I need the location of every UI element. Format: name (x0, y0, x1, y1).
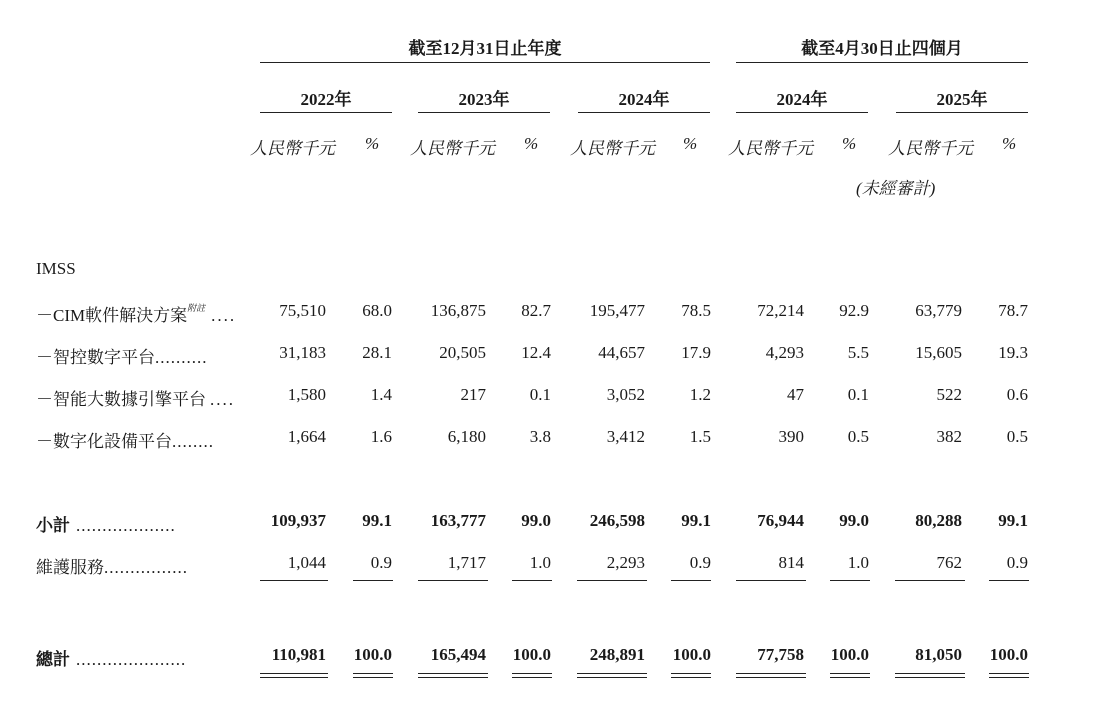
sum-underline (989, 580, 1029, 581)
unit-rmb: 人民幣千元 (570, 139, 655, 158)
cell-value: 390 (778, 427, 804, 446)
unit-pct: % (842, 134, 857, 153)
total-double-underline (577, 673, 647, 678)
subtotal-pct: 99.1 (998, 511, 1028, 530)
cell-value: 15,605 (915, 343, 962, 362)
total-value: 81,050 (915, 645, 962, 664)
year-header-2024: 2024年 (618, 90, 670, 109)
cell-value: 20,505 (439, 343, 486, 362)
cell-pct: 68.0 (362, 301, 392, 320)
year-header-2024-4m: 2024年 (776, 90, 828, 109)
cell-pct: 19.3 (998, 343, 1028, 362)
note-marker: 附註 (187, 303, 206, 313)
cell-value: 217 (460, 385, 486, 404)
unit-rmb: 人民幣千元 (410, 139, 495, 158)
year-underline (578, 112, 710, 113)
total-value: 110,981 (271, 645, 326, 664)
group-header-year-end: 截至12月31日止年度 (408, 39, 562, 58)
total-double-underline (895, 673, 965, 678)
cell-pct: 0.1 (847, 385, 869, 404)
total-double-underline (671, 673, 711, 678)
maintenance-pct: 1.0 (847, 553, 869, 572)
sum-underline (671, 580, 711, 581)
row-label: －智控數字平台.......... (36, 348, 208, 367)
cell-value: 1,580 (287, 385, 326, 404)
cell-value: 6,180 (447, 427, 486, 446)
maintenance-value: 1,717 (447, 553, 486, 572)
total-double-underline (353, 673, 393, 678)
subtotal-pct: 99.1 (681, 511, 711, 530)
maintenance-value: 1,044 (287, 553, 326, 572)
maintenance-value: 814 (778, 553, 804, 572)
unit-rmb: 人民幣千元 (728, 139, 813, 158)
group-header-underline (260, 62, 710, 63)
cell-pct: 28.1 (362, 343, 392, 362)
row-label: －CIM軟件解決方案$^{附註}$ .... (36, 303, 237, 325)
cell-pct: 1.6 (370, 427, 392, 446)
subtotal-label: 小計 ................... (36, 516, 176, 535)
total-label: 總計 ..................... (36, 650, 187, 669)
subtotal-value: 246,598 (589, 511, 645, 530)
year-underline (896, 112, 1028, 113)
total-pct: 100.0 (830, 645, 869, 664)
unit-pct: % (683, 134, 698, 153)
sum-underline (353, 580, 393, 581)
cell-value: 3,412 (606, 427, 645, 446)
cell-value: 44,657 (598, 343, 645, 362)
subtotal-pct: 99.1 (362, 511, 392, 530)
cell-value: 72,214 (757, 301, 804, 320)
cell-value: 75,510 (279, 301, 326, 320)
subtotal-value: 109,937 (270, 511, 326, 530)
sum-underline (260, 580, 328, 581)
cell-pct: 82.7 (521, 301, 551, 320)
maintenance-pct: 0.9 (370, 553, 392, 572)
year-underline (260, 112, 392, 113)
row-label: －智能大數據引擎平台 .... (36, 390, 235, 409)
cell-value: 382 (936, 427, 962, 446)
total-double-underline (512, 673, 552, 678)
cell-pct: 1.2 (689, 385, 711, 404)
cell-pct: 0.1 (529, 385, 551, 404)
year-underline (736, 112, 868, 113)
unit-pct: % (524, 134, 539, 153)
unit-rmb: 人民幣千元 (888, 139, 973, 158)
total-double-underline (830, 673, 870, 678)
maintenance-pct: 0.9 (1006, 553, 1028, 572)
sum-underline (418, 580, 488, 581)
cell-pct: 1.4 (370, 385, 392, 404)
cell-pct: 92.9 (839, 301, 869, 320)
cell-value: 63,779 (915, 301, 962, 320)
total-double-underline (260, 673, 328, 678)
total-double-underline (989, 673, 1029, 678)
total-pct: 100.0 (989, 645, 1028, 664)
sum-underline (830, 580, 870, 581)
total-pct: 100.0 (512, 645, 551, 664)
cell-value: 1,664 (287, 427, 326, 446)
unaudited-note: (未經審計) (856, 179, 936, 198)
total-double-underline (418, 673, 488, 678)
subtotal-value: 80,288 (915, 511, 962, 530)
cell-value: 522 (936, 385, 962, 404)
subtotal-value: 76,944 (757, 511, 804, 530)
year-header-2022: 2022年 (300, 90, 352, 109)
cell-pct: 5.5 (847, 343, 869, 362)
cell-value: 4,293 (765, 343, 804, 362)
maintenance-value: 762 (936, 553, 962, 572)
subtotal-value: 163,777 (430, 511, 486, 530)
maintenance-label: 維護服務................ (36, 558, 188, 577)
cell-pct: 3.8 (529, 427, 551, 446)
sum-underline (577, 580, 647, 581)
total-value: 165,494 (430, 645, 486, 664)
cell-pct: 78.7 (998, 301, 1028, 320)
cell-pct: 78.5 (681, 301, 711, 320)
total-double-underline (736, 673, 806, 678)
sum-underline (736, 580, 806, 581)
cell-value: 47 (787, 385, 804, 404)
year-underline (418, 112, 550, 113)
year-header-2025-4m: 2025年 (936, 90, 988, 109)
subtotal-pct: 99.0 (839, 511, 869, 530)
unit-rmb: 人民幣千元 (250, 139, 335, 158)
maintenance-value: 2,293 (606, 553, 645, 572)
cell-value: 3,052 (606, 385, 645, 404)
sum-underline (895, 580, 965, 581)
cell-pct: 0.6 (1006, 385, 1028, 404)
row-label: －數字化設備平台........ (36, 432, 214, 451)
group-header-underline (736, 62, 1028, 63)
total-value: 248,891 (589, 645, 645, 664)
total-value: 77,758 (757, 645, 804, 664)
maintenance-pct: 1.0 (529, 553, 551, 572)
cell-value: 136,875 (430, 301, 486, 320)
cell-value: 31,183 (279, 343, 326, 362)
cell-pct: 12.4 (521, 343, 551, 362)
cell-pct: 1.5 (689, 427, 711, 446)
subtotal-pct: 99.0 (521, 511, 551, 530)
unit-pct: % (365, 134, 380, 153)
cell-pct: 0.5 (1006, 427, 1028, 446)
unit-pct: % (1002, 134, 1017, 153)
total-pct: 100.0 (353, 645, 392, 664)
group-header-four-months: 截至4月30日止四個月 (801, 39, 963, 58)
total-pct: 100.0 (672, 645, 711, 664)
cell-pct: 17.9 (681, 343, 711, 362)
maintenance-pct: 0.9 (689, 553, 711, 572)
cell-pct: 0.5 (847, 427, 869, 446)
year-header-2023: 2023年 (458, 90, 510, 109)
section-label-imss: IMSS (36, 259, 76, 278)
sum-underline (512, 580, 552, 581)
cell-value: 195,477 (589, 301, 645, 320)
